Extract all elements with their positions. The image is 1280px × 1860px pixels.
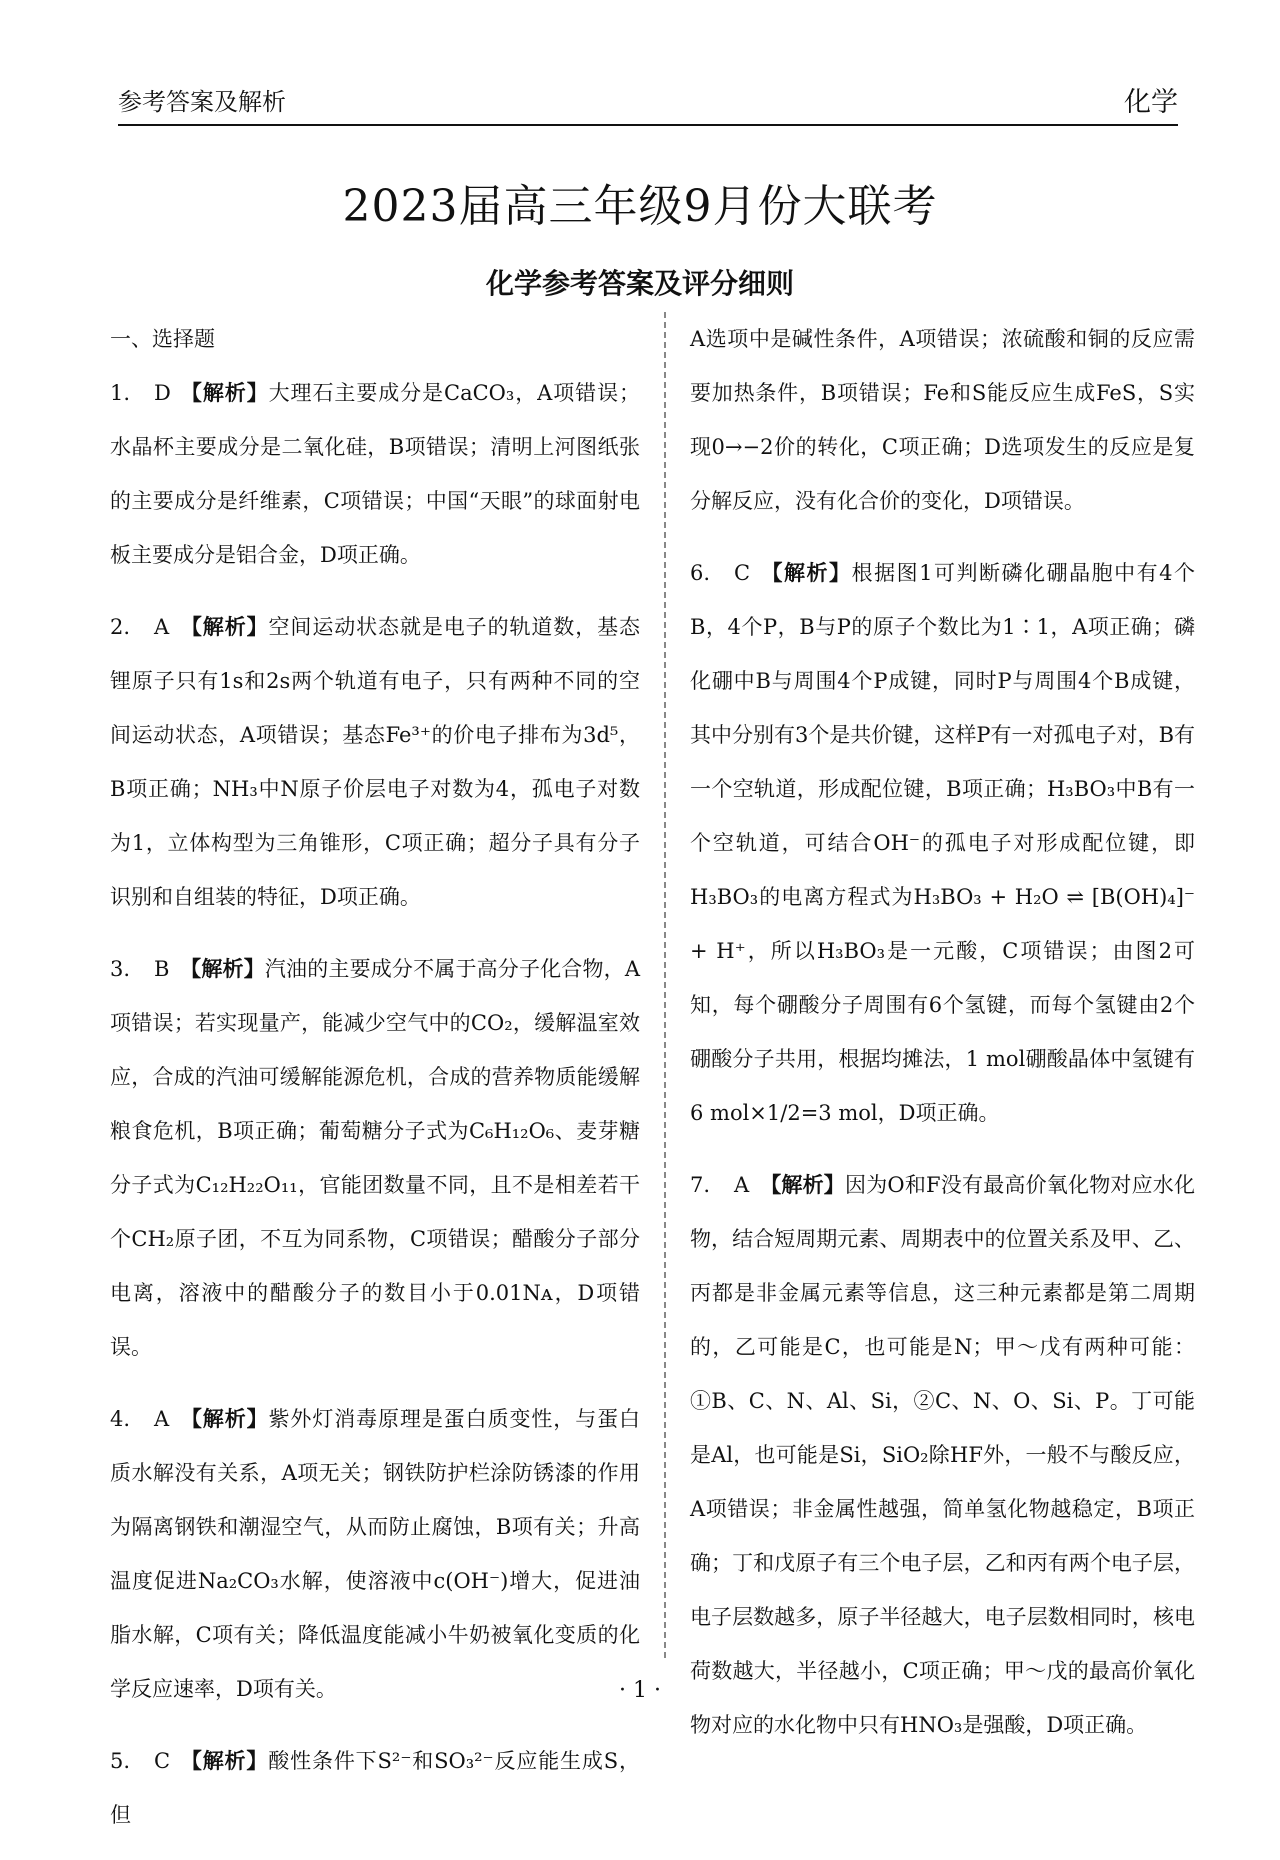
analysis-text: 因为O和F没有最高价氧化物对应水化物，结合短周期元素、周期表中的位置关系及甲、乙、丙都是非金属元素等信息，这三种元素都是第二周期的，乙可能是C，也可能是N；甲～戊有两种可能：①B、C、N、Al、Si，②C、N、O、Si、P。丁可能是Al，也可能是Si，SiO₂除HF外，一般不与酸反应，A项错误；非金属性越强，简单氢化物越稳定，B项正确；丁和戊原子有三个电子层，乙和丙有两个电子层，电子层数越多，原子半径越大，电子层数相同时，核电荷数越大，半径越小，C项正确；甲～戊的最高价氧化物对应的水化物中只有HNO₃是强酸，D项正确。 — [690, 1173, 1196, 1737]
analysis-text: 汽油的主要成分不属于高分子化合物，A项错误；若实现量产，能减少空气中的CO₂，缓解温室效应，合成的汽油可缓解能源危机，合成的营养物质能缓解粮食危机，B项正确；葡萄糖分子式为C₆H₁₂O₆、麦芽糖分子式为C₁₂H₂₂O₁₁，官能团数量不同，且不是相差若干个CH₂原子团，不互为同系物，C项错误；醋酸分子部分电离，溶液中的醋酸分子的数目小于0.01Nᴀ，D项错误。 — [110, 957, 640, 1359]
question-7 — [690, 1158, 1195, 1752]
question-5 — [110, 1734, 640, 1842]
question-answer: A — [734, 1173, 750, 1197]
question-1 — [110, 366, 640, 582]
question-number: 4. — [110, 1407, 131, 1431]
analysis-text: 紫外灯消毒原理是蛋白质变性，与蛋白质水解没有关系，A项无关；钢铁防护栏涂防锈漆的作用为隔离钢铁和潮湿空气，从而防止腐蚀，B项有关；升高温度促进Na₂CO₃水解，使溶液中c(OH⁻)增大，促进油脂水解，C项有关；降低温度能减小牛奶被氧化变质的化学反应速率，D项有关。 — [110, 1407, 641, 1701]
question-6 — [690, 546, 1195, 1140]
question-answer: D — [154, 381, 171, 405]
header-subject: 化学 — [1124, 87, 1178, 118]
question-answer: C — [154, 1749, 171, 1773]
question-5-continuation: A选项中是碱性条件，A项错误；浓硫酸和铜的反应需要加热条件，B项错误；Fe和S能反应生成FeS，S实现0→−2价的转化，C项正确；D选项发生的反应是复分解反应，没有化合价的变化，D项错误。 — [690, 327, 1195, 513]
analysis-tag: 【解析】 — [180, 1406, 269, 1431]
page-header — [118, 78, 1178, 126]
column-divider — [664, 312, 666, 1658]
question-number: 3. — [110, 957, 131, 981]
document-title: 2023届高三年级9月份大联考 — [342, 181, 938, 232]
analysis-tag: 【解析】 — [180, 614, 269, 639]
analysis-text: 酸性条件下S²⁻和SO₃²⁻反应能生成S，但 — [110, 1749, 640, 1827]
question-answer: B — [154, 957, 170, 981]
question-number: 6. — [690, 561, 711, 585]
analysis-tag: 【解析】 — [760, 560, 852, 585]
question-2 — [110, 600, 640, 924]
question-number: 2. — [110, 615, 131, 639]
question-number: 5. — [110, 1749, 131, 1773]
left-column — [110, 312, 640, 1860]
analysis-text: 根据图1可判断磷化硼晶胞中有4个B，4个P，B与P的原子个数比为1∶1，A项正确；磷化硼中B与周围4个P成键，同时P与周围4个B成键，其中分别有3个是共价键，这样P有一对孤电子对，B有一个空轨道，形成配位键，B项正确；H₃BO₃中B有一个空轨道，可结合OH⁻的孤电子对形成配位键，即H₃BO₃的电离方程式为H₃BO₃ + H₂O ⇌ [B(OH)₄]⁻ + H⁺，所以H₃BO₃是一元酸，C项错误；由图2可知，每个硼酸分子周围有6个氢键，而每个氢键由2个硼酸分子共用，根据均摊法，1 mol硼酸晶体中氢键有6 mol×1/2=3 mol，D项正确。 — [690, 561, 1195, 1125]
analysis-tag: 【解析】 — [180, 380, 269, 405]
analysis-tag: 【解析】 — [760, 1172, 846, 1197]
question-answer: A — [154, 615, 170, 639]
question-4 — [110, 1392, 640, 1716]
question-3 — [110, 942, 640, 1374]
document-subtitle: 化学参考答案及评分细则 — [485, 267, 794, 300]
section-heading: 一、选择题 — [110, 327, 215, 351]
header-left-title: 参考答案及解析 — [118, 88, 286, 116]
question-number: 7. — [690, 1173, 711, 1197]
question-number: 1. — [110, 381, 131, 405]
analysis-tag: 【解析】 — [180, 1748, 269, 1773]
page-number: · 1 · — [619, 1678, 661, 1703]
question-answer: A — [154, 1407, 170, 1431]
analysis-text: 大理石主要成分是CaCO₃，A项错误；水晶杯主要成分是二氧化硅，B项错误；清明上河图纸张的主要成分是纤维素，C项错误；中国“天眼”的球面射电板主要成分是铝合金，D项正确。 — [110, 381, 640, 567]
question-answer: C — [734, 561, 751, 585]
analysis-tag: 【解析】 — [180, 956, 265, 981]
right-column — [690, 312, 1195, 1770]
analysis-text: 空间运动状态就是电子的轨道数，基态锂原子只有1s和2s两个轨道有电子，只有两种不同的空间运动状态，A项错误；基态Fe³⁺的价电子排布为3d⁵，B项正确；NH₃中N原子价层电子对数为4，孤电子对数为1，立体构型为三角锥形，C项正确；超分子具有分子识别和自组装的特征，D项正确。 — [110, 615, 641, 909]
